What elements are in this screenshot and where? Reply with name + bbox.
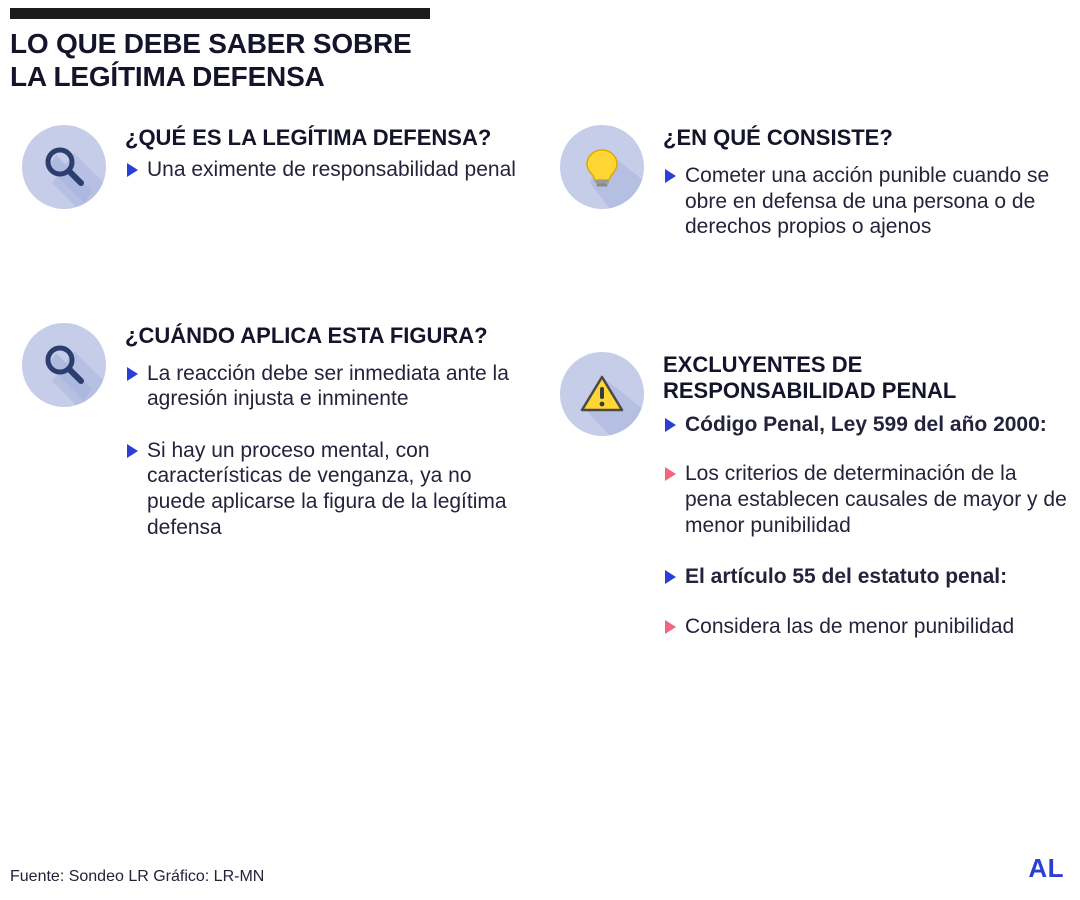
logo: AL — [1028, 853, 1064, 883]
list-item-text: Si hay un proceso mental, con características de venganza, ya no puede aplicarse la figura de la legítima defensa — [147, 438, 507, 539]
magnifier-icon — [22, 323, 106, 407]
heading-line-2: ESTA FIGURA? — [327, 322, 488, 348]
magnifier-icon-wrapper — [22, 125, 106, 209]
triangle-bullet-icon — [127, 444, 138, 458]
list-item — [663, 163, 1068, 240]
list-item — [125, 157, 520, 183]
warning-triangle-icon — [560, 352, 644, 436]
block-excluyentes — [548, 352, 1068, 640]
magnifier-icon-wrapper-2 — [22, 323, 106, 407]
right-column — [548, 125, 1068, 639]
warning-triangle-icon-wrapper — [560, 352, 644, 436]
list-item — [125, 361, 520, 412]
block-heading — [125, 323, 520, 349]
block-cuando-aplica — [10, 323, 520, 541]
source-credit: Fuente: Sondeo LR Gráfico: LR-MN — [10, 868, 265, 885]
triangle-bullet-icon — [127, 163, 138, 177]
block-en-que-consiste — [548, 125, 1068, 240]
lightbulb-icon — [560, 125, 644, 209]
list-item — [663, 461, 1068, 538]
heading-line-1: EXCLUYENTES DE — [663, 351, 863, 377]
bullet-list — [125, 361, 520, 541]
heading-line-2: RESPONSABILIDAD PENAL — [663, 377, 957, 403]
block-heading — [663, 352, 1068, 404]
list-item — [663, 564, 1068, 590]
heading-line-1: ¿QUÉ ES LA — [125, 125, 257, 150]
list-item-text: El artículo 55 del estatuto penal: — [685, 565, 1008, 589]
left-column — [10, 125, 520, 540]
list-item-text: La reacción debe ser inmediata ante la agresión injusta e inminente — [147, 361, 509, 411]
list-item — [125, 438, 520, 540]
block-que-es — [10, 125, 520, 183]
bullet-list — [663, 412, 1068, 640]
lightbulb-icon-wrapper — [560, 125, 644, 209]
bullet-list — [663, 163, 1068, 240]
page-title — [10, 28, 530, 94]
triangle-bullet-icon — [665, 570, 676, 584]
list-item-text: Los criterios de determinación de la pena establecen causales de mayor y de menor punibilidad — [685, 462, 1067, 537]
triangle-bullet-icon — [665, 418, 676, 432]
heading-line-2: LEGÍTIMA DEFENSA? — [262, 125, 492, 150]
heading-line-1: ¿CUÁNDO APLICA — [125, 322, 322, 348]
list-item-text: Cometer una acción punible cuando se obre en defensa de una persona o de derechos propios o ajenos — [685, 163, 1050, 239]
triangle-bullet-icon — [665, 467, 676, 481]
page-title-line-1: LO QUE DEBE SABER SOBRE — [10, 28, 412, 59]
triangle-bullet-icon — [665, 169, 676, 183]
heading-line-1: ¿EN QUÉ CONSISTE? — [663, 125, 893, 150]
list-item-text: Una eximente de responsabilidad penal — [147, 157, 516, 181]
list-item — [663, 412, 1068, 438]
triangle-bullet-icon — [665, 620, 676, 634]
block-heading — [125, 125, 520, 151]
list-item-text: Código Penal, Ley 599 del año 2000: — [685, 412, 1047, 436]
magnifier-icon — [22, 125, 106, 209]
triangle-bullet-icon — [127, 367, 138, 381]
bullet-list — [125, 157, 520, 183]
top-rule — [10, 8, 430, 19]
list-item — [663, 614, 1068, 640]
block-heading — [663, 125, 1068, 151]
page-title-line-2: LA LEGÍTIMA DEFENSA — [10, 60, 325, 92]
list-item-text: Considera las de menor punibilidad — [685, 614, 1015, 638]
